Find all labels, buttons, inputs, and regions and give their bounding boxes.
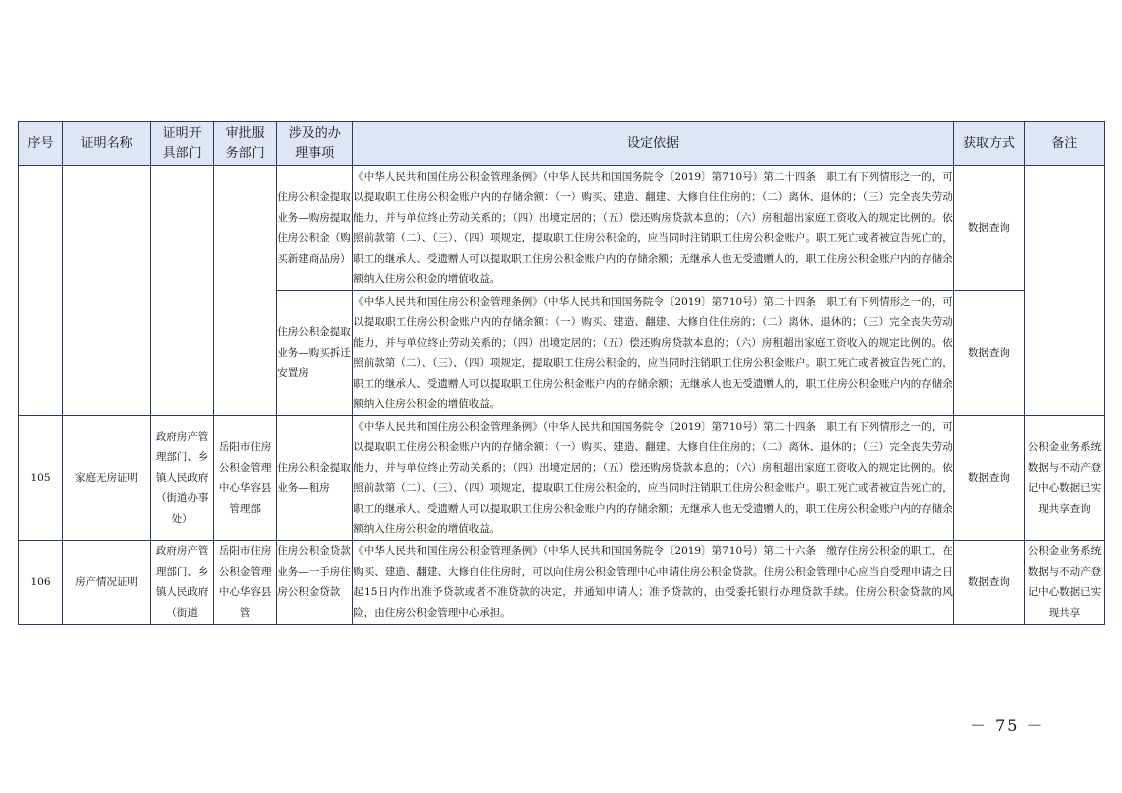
header-note: 备注 — [1024, 122, 1104, 166]
cell-method: 数据查询 — [953, 416, 1024, 541]
cell-item: 住房公积金贷款业务—一手房住房公积金贷款 — [277, 545, 351, 598]
cell-approver-wrap — [214, 541, 277, 625]
cell-seq — [19, 166, 63, 416]
cell-issuer: 政府房产管理部门、乡镇人民政府（街道办事处） — [151, 416, 214, 541]
cell-note — [1024, 166, 1104, 416]
header-name: 证明名称 — [63, 122, 151, 166]
cell-method: 数据查询 — [953, 541, 1024, 625]
page-number: － 75 － — [970, 716, 1045, 735]
cell-approver — [214, 166, 277, 416]
cell-seq: 105 — [19, 416, 63, 541]
cell-name — [63, 166, 151, 416]
cell-basis: 《中华人民共和国住房公积金管理条例》（中华人民共和国国务院令〔2019〕第710号）第二十四条 职工有下列情形之一的，可以提取职工住房公积金账户内的存储余额：（一）购买、建造、翻建、大修自住住房的；（二）离休、退休的；（三）完全丧失劳动能力，并与单位终止劳动关系的；（四）出境定居的；（五）偿还购房贷款本息的；（六）房租超出家庭工资收入的规定比例的。依照前款第（二）、（三）、（四）项规定，提取职工住房公积金的，应当同时注销职工住房公积金账户。职工死亡或者被宣告死亡的，职工的继承人、受遗赠人可以提取职工住房公积金账户内的存储余额；无继承人也无受遗赠人的，职工住房公积金账户内的存储余额纳入住房公积金的增值收益。 — [353, 166, 954, 291]
cell-seq: 106 — [19, 541, 63, 625]
cell-item: 住房公积金提取业务—购买拆迁安置房 — [277, 291, 353, 416]
cell-note-wrap — [1024, 541, 1104, 625]
header-approver: 审批服务部门 — [214, 122, 277, 166]
cell-approver: 岳阳市住房公积金管理中心华容县管理部 — [214, 416, 277, 541]
cell-name: 家庭无房证明 — [63, 416, 151, 541]
cell-issuer: 政府房产管理部门、乡镇人民政府（街道 — [155, 545, 209, 619]
header-issuer: 证明开具部门 — [151, 122, 214, 166]
header-seq: 序号 — [19, 122, 63, 166]
cell-issuer — [151, 166, 214, 416]
header-item: 涉及的办理事项 — [277, 122, 353, 166]
table-row — [19, 416, 1105, 541]
cell-method: 数据查询 — [953, 166, 1024, 291]
certificate-table — [18, 121, 1105, 625]
cell-item: 住房公积金提取业务—租房 — [277, 416, 353, 541]
table-row — [19, 541, 1105, 625]
table-header-row — [19, 122, 1105, 166]
cell-item: 住房公积金提取业务—购房提取住房公积金（购买新建商品房） — [277, 166, 353, 291]
header-basis: 设定依据 — [353, 122, 954, 166]
cell-approver: 岳阳市住房公积金管理中心华容县管 — [218, 545, 272, 619]
cell-item-wrap — [277, 541, 353, 625]
cell-basis: 《中华人民共和国住房公积金管理条例》（中华人民共和国国务院令〔2019〕第710号）第二十四条 职工有下列情形之一的，可以提取职工住房公积金账户内的存储余额：（一）购买、建造、翻建、大修自住住房的；（二）离休、退休的；（三）完全丧失劳动能力，并与单位终止劳动关系的；（四）出境定居的；（五）偿还购房贷款本息的；（六）房租超出家庭工资收入的规定比例的。依照前款第（二）、（三）、（四）项规定，提取职工住房公积金的，应当同时注销职工住房公积金账户。职工死亡或者被宣告死亡的，职工的继承人、受遗赠人可以提取职工住房公积金账户内的存储余额；无继承人也无受遗赠人的，职工住房公积金账户内的存储余额纳入住房公积金的增值收益。 — [353, 291, 954, 416]
cell-name: 房产情况证明 — [63, 541, 151, 625]
cell-note: 公积金业务系统数据与不动产登记中心数据已实现共享 — [1027, 545, 1102, 619]
cell-note: 公积金业务系统数据与不动产登记中心数据已实现共享查询 — [1024, 416, 1104, 541]
header-method: 获取方式 — [953, 122, 1024, 166]
cell-basis: 《中华人民共和国住房公积金管理条例》（中华人民共和国国务院令〔2019〕第710号）第二十四条 职工有下列情形之一的，可以提取职工住房公积金账户内的存储余额：（一）购买、建造、翻建、大修自住住房的；（二）离休、退休的；（三）完全丧失劳动能力，并与单位终止劳动关系的；（四）出境定居的；（五）偿还购房贷款本息的；（六）房租超出家庭工资收入的规定比例的。依照前款第（二）、（三）、（四）项规定，提取职工住房公积金的，应当同时注销职工住房公积金账户。职工死亡或者被宣告死亡的，职工的继承人、受遗赠人可以提取职工住房公积金账户内的存储余额；无继承人也无受遗赠人的，职工住房公积金账户内的存储余额纳入住房公积金的增值收益。 — [353, 416, 954, 541]
cell-basis: 《中华人民共和国住房公积金管理条例》（中华人民共和国国务院令〔2019〕第710号）第二十六条 缴存住房公积金的职工，在购买、建造、翻建、大修自住住房时，可以向住房公积金管理中心申请住房公积金贷款。住房公积金管理中心应当自受理申请之日起15日内作出准予贷款或者不准贷款的决定，并通知申请人；准予贷款的，由受委托银行办理贷款手续。住房公积金贷款的风险，由住房公积金管理中心承担。 — [353, 541, 954, 625]
cell-issuer-wrap — [151, 541, 214, 625]
table-row — [19, 166, 1105, 291]
cell-method: 数据查询 — [953, 291, 1024, 416]
